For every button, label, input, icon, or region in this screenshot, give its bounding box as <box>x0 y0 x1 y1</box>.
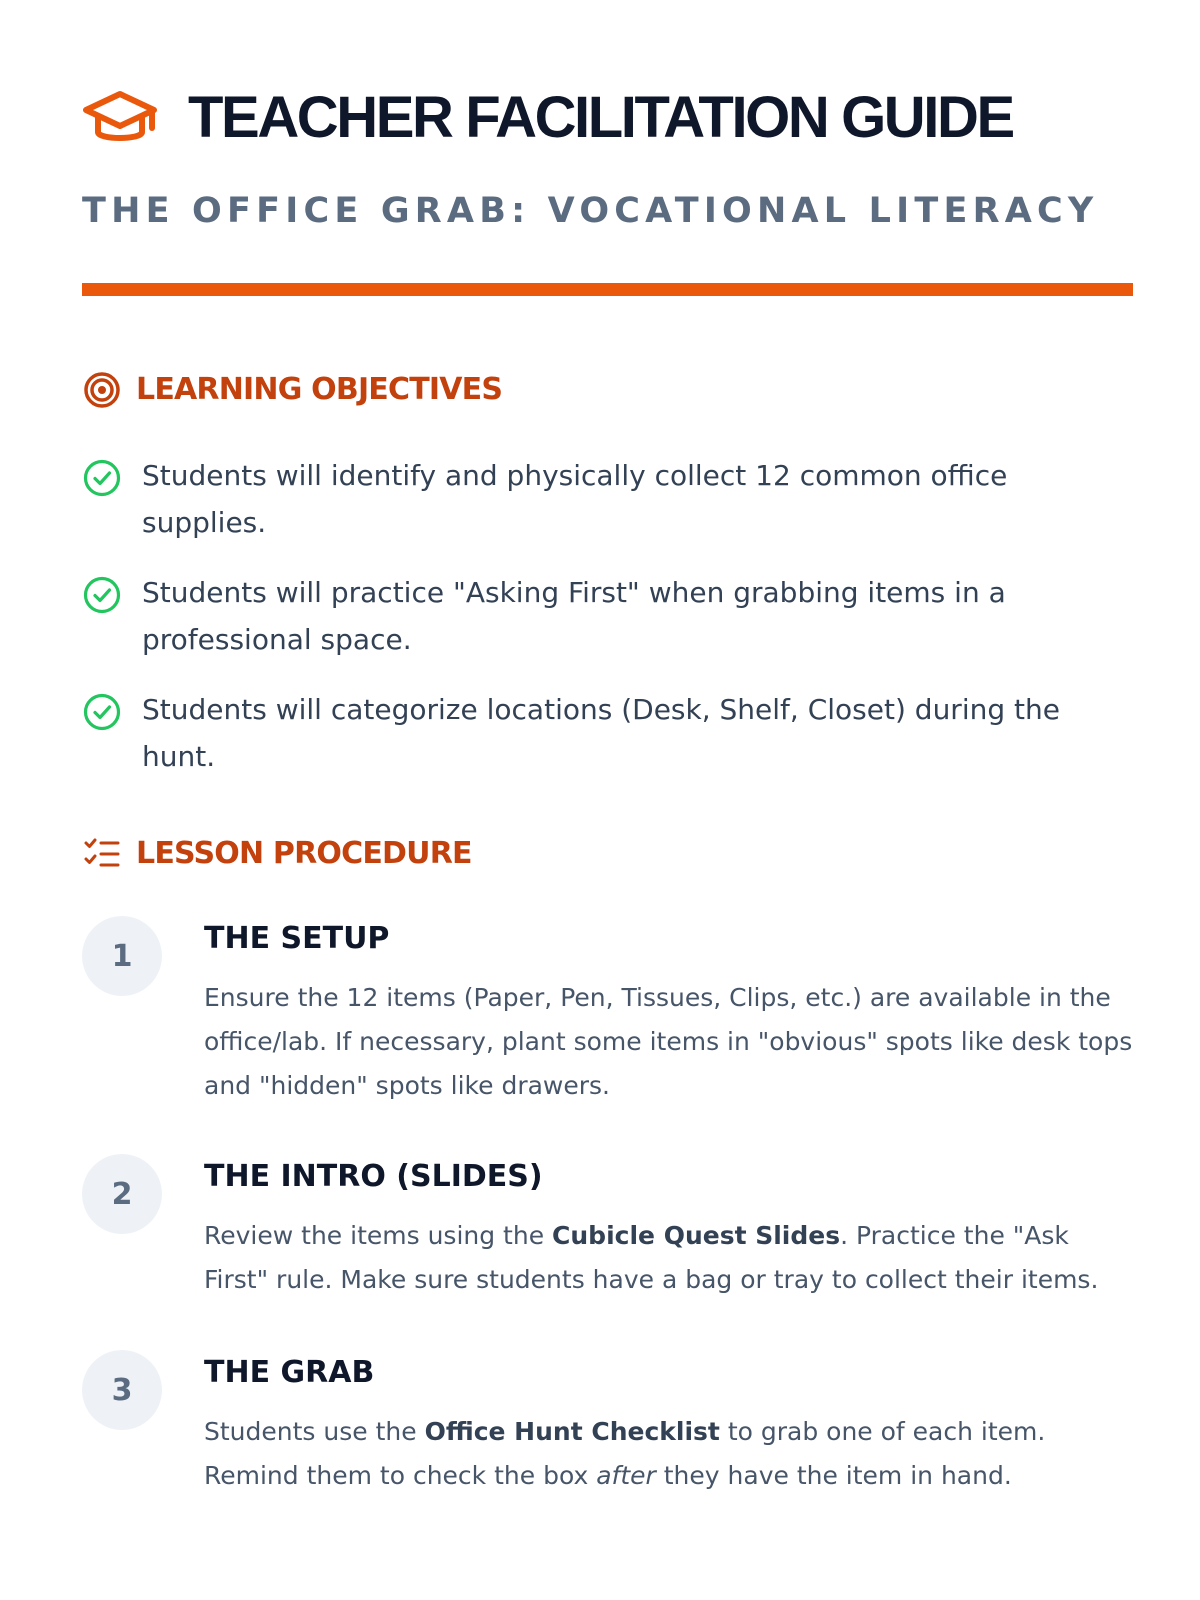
step-body <box>204 916 1134 1108</box>
graduation-cap-icon <box>82 88 158 148</box>
page-subtitle: THE OFFICE GRAB: VOCATIONAL LITERACY <box>82 191 1099 231</box>
step-number-badge: 3 <box>82 1350 162 1430</box>
checklist-icon <box>82 834 122 874</box>
slides-resource-name: Cubicle Quest Slides <box>552 1221 841 1250</box>
step-title: THE GRAB <box>204 1355 375 1390</box>
step-description-text: they have the item in hand. <box>655 1461 1012 1490</box>
objectives-title: LEARNING OBJECTIVES <box>136 372 503 407</box>
step-number-badge: 1 <box>82 916 162 996</box>
objective-item <box>82 569 1142 663</box>
step-title: THE INTRO (SLIDES) <box>204 1159 543 1194</box>
step-description: Ensure the 12 items (Paper, Pen, Tissues, Clips, etc.) are available in the office/lab. If necessary, plant some items in "obvious" spots like desk tops and "hidden" spots like drawers. <box>204 983 1133 1100</box>
step-body <box>204 1154 1134 1302</box>
step-description-text: Students use the <box>204 1417 425 1446</box>
header-divider <box>82 283 1133 296</box>
objective-text: Students will practice "Asking First" when grabbing items in a professional space. <box>142 576 1006 656</box>
step-description <box>204 1410 1134 1498</box>
step-title: THE SETUP <box>204 921 390 956</box>
objective-text: Students will identify and physically collect 12 common office supplies. <box>142 459 1008 539</box>
check-circle-icon <box>82 692 122 732</box>
step-description-text: Review the items using the <box>204 1221 553 1250</box>
step-number-badge: 2 <box>82 1154 162 1234</box>
objective-item <box>82 452 1142 546</box>
step-description <box>204 1214 1134 1302</box>
page-title: TEACHER FACILITATION GUIDE <box>188 85 1013 150</box>
objective-text: Students will categorize locations (Desk, Shelf, Closet) during the hunt. <box>142 693 1060 773</box>
check-circle-icon <box>82 458 122 498</box>
procedure-title: LESSON PROCEDURE <box>136 836 472 871</box>
emphasis-text: after <box>596 1461 656 1490</box>
header <box>82 85 1013 150</box>
procedure-heading <box>82 834 472 874</box>
step-body <box>204 1350 1134 1498</box>
check-circle-icon <box>82 575 122 615</box>
objectives-list <box>82 452 1142 803</box>
step-description-text: to grab one of each item. Remind them to check the box <box>204 1417 1046 1490</box>
target-icon <box>82 370 122 410</box>
checklist-resource-name: Office Hunt Checklist <box>424 1417 720 1446</box>
step-description-text: . Practice the "Ask First" rule. Make sure students have a bag or tray to collect their items. <box>204 1221 1099 1294</box>
objective-item <box>82 686 1142 780</box>
objectives-heading <box>82 370 502 410</box>
